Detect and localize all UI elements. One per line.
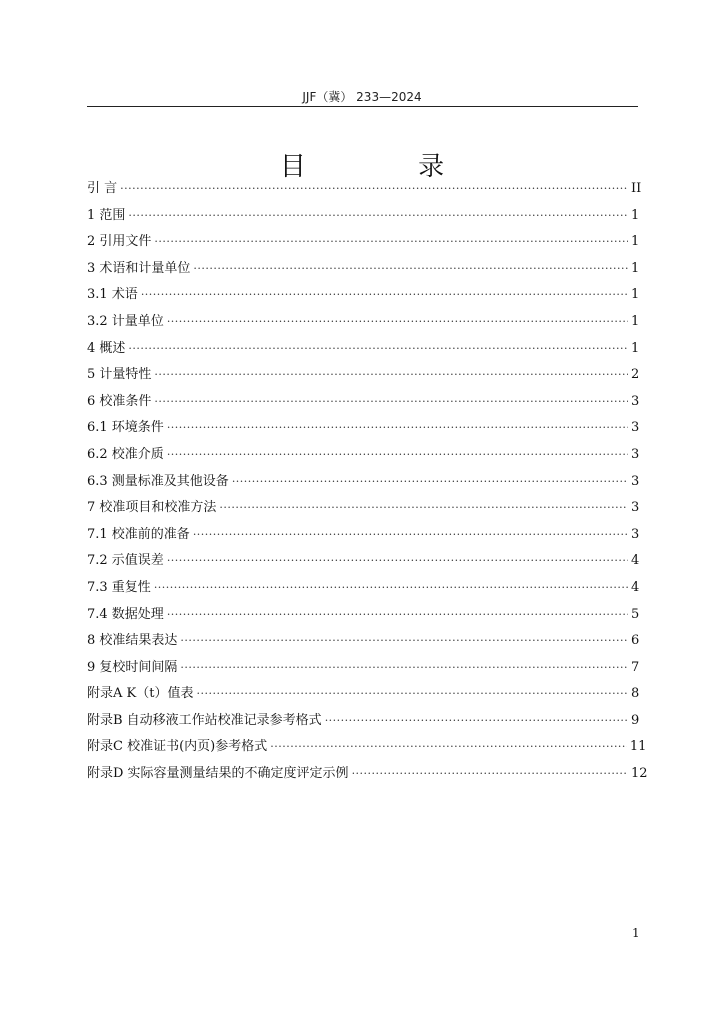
toc-entry-page: 4 bbox=[631, 553, 640, 569]
toc-entry-page: 1 bbox=[631, 340, 640, 356]
toc-dot-leader bbox=[167, 421, 628, 434]
toc-entry-label: 3 术语和计量单位 bbox=[87, 260, 191, 276]
toc-entry-page: 2 bbox=[631, 367, 640, 383]
toc-dot-leader bbox=[219, 501, 628, 514]
toc-entry[interactable] bbox=[87, 310, 639, 337]
toc-entry-page: 3 bbox=[631, 500, 640, 516]
toc-dot-leader bbox=[352, 767, 628, 780]
toc-entry-label: 6.2 校准介质 bbox=[87, 446, 164, 462]
toc-entry-page: 7 bbox=[631, 659, 640, 675]
toc-entry-page: II bbox=[630, 181, 642, 196]
toc-dot-leader bbox=[167, 315, 628, 328]
toc-entry-page: 3 bbox=[631, 420, 640, 436]
toc-entry-page: 1 bbox=[631, 260, 640, 276]
toc-dot-leader bbox=[154, 235, 628, 248]
toc-entry[interactable] bbox=[87, 576, 639, 603]
toc-entry-label: 9 复校时间间隔 bbox=[87, 659, 178, 675]
page-number: 1 bbox=[632, 926, 640, 940]
toc-dot-leader bbox=[154, 581, 628, 594]
page-title: 目 录 bbox=[279, 152, 497, 182]
toc-dot-leader bbox=[141, 288, 628, 301]
toc-dot-leader bbox=[180, 661, 628, 674]
toc-entry-label: 5 计量特性 bbox=[87, 367, 152, 383]
toc-entry[interactable] bbox=[87, 470, 639, 497]
toc-entry[interactable] bbox=[87, 656, 639, 683]
toc-entry[interactable] bbox=[87, 390, 639, 417]
toc-entry[interactable] bbox=[87, 443, 639, 470]
toc-entry[interactable] bbox=[87, 283, 639, 310]
toc-entry[interactable] bbox=[87, 230, 639, 257]
toc-entry-page: 3 bbox=[631, 473, 640, 489]
toc-entry-label: 引 言 bbox=[87, 181, 118, 196]
toc-entry[interactable] bbox=[87, 363, 639, 390]
toc-entry-page: 9 bbox=[631, 712, 640, 728]
toc-dot-leader bbox=[120, 182, 628, 195]
toc-dot-leader bbox=[270, 740, 627, 753]
toc-entry-label: 7 校准项目和校准方法 bbox=[87, 500, 217, 516]
toc-dot-leader bbox=[180, 634, 628, 647]
toc-entry-page: 11 bbox=[629, 739, 647, 755]
toc-entry[interactable] bbox=[87, 496, 639, 523]
toc-entry-page: 3 bbox=[631, 446, 640, 462]
toc-entry-label: 附录D 实际容量测量结果的不确定度评定示例 bbox=[87, 766, 349, 782]
toc-entry[interactable] bbox=[87, 549, 639, 576]
toc-entry-label: 附录C 校准证书(内页)参考格式 bbox=[87, 739, 268, 755]
toc-entry-label: 8 校准结果表达 bbox=[87, 633, 178, 649]
toc-entry-page: 8 bbox=[631, 686, 640, 702]
toc-entry[interactable] bbox=[87, 735, 647, 762]
toc-dot-leader bbox=[167, 554, 628, 567]
toc-dot-leader bbox=[128, 342, 628, 355]
toc-entry-page: 3 bbox=[631, 526, 640, 542]
toc-entry-label: 4 概述 bbox=[87, 340, 126, 356]
toc-entry[interactable] bbox=[87, 762, 648, 789]
toc-entry[interactable] bbox=[87, 337, 639, 364]
toc-dot-leader bbox=[193, 528, 628, 541]
toc-entry-label: 6.3 测量标准及其他设备 bbox=[87, 473, 229, 489]
toc-entry-page: 1 bbox=[631, 313, 640, 329]
toc-entry[interactable] bbox=[87, 257, 639, 284]
toc-dot-leader bbox=[167, 448, 628, 461]
toc-entry-label: 2 引用文件 bbox=[87, 234, 152, 250]
table-of-contents bbox=[87, 177, 648, 789]
toc-dot-leader bbox=[193, 262, 628, 275]
toc-dot-leader bbox=[128, 209, 628, 222]
toc-entry[interactable] bbox=[87, 682, 639, 709]
toc-entry-page: 1 bbox=[631, 287, 640, 303]
toc-entry-page: 1 bbox=[631, 234, 640, 250]
running-header: JJF（冀） 233—2024 bbox=[302, 90, 422, 104]
toc-entry-page: 3 bbox=[631, 393, 640, 409]
toc-entry-label: 7.3 重复性 bbox=[87, 579, 151, 595]
toc-entry-label: 3.2 计量单位 bbox=[87, 313, 164, 329]
toc-dot-leader bbox=[232, 475, 628, 488]
toc-dot-leader bbox=[325, 714, 628, 727]
toc-entry[interactable] bbox=[87, 603, 639, 630]
toc-dot-leader bbox=[154, 368, 628, 381]
toc-dot-leader bbox=[167, 608, 628, 621]
toc-entry-page: 12 bbox=[631, 766, 648, 782]
toc-entry-label: 7.1 校准前的准备 bbox=[87, 526, 190, 542]
toc-entry-label: 3.1 术语 bbox=[87, 287, 138, 303]
toc-entry[interactable] bbox=[87, 416, 639, 443]
toc-entry[interactable] bbox=[87, 204, 639, 231]
toc-entry[interactable] bbox=[87, 629, 639, 656]
toc-entry[interactable] bbox=[87, 523, 639, 550]
toc-entry-label: 6 校准条件 bbox=[87, 393, 152, 409]
toc-entry-page: 6 bbox=[631, 633, 640, 649]
toc-entry-label: 6.1 环境条件 bbox=[87, 420, 164, 436]
toc-entry-label: 附录A K（t）值表 bbox=[87, 686, 194, 702]
toc-dot-leader bbox=[154, 395, 628, 408]
toc-entry[interactable] bbox=[87, 709, 639, 736]
toc-entry-page: 1 bbox=[631, 207, 640, 223]
toc-entry-label: 1 范围 bbox=[87, 207, 126, 223]
toc-entry-label: 附录B 自动移液工作站校准记录参考格式 bbox=[87, 712, 322, 728]
toc-entry-label: 7.2 示值误差 bbox=[87, 553, 164, 569]
header-rule bbox=[87, 106, 638, 107]
toc-entry-label: 7.4 数据处理 bbox=[87, 606, 164, 622]
toc-dot-leader bbox=[196, 687, 628, 700]
toc-entry-page: 4 bbox=[631, 579, 640, 595]
toc-entry[interactable] bbox=[87, 177, 642, 204]
toc-entry-page: 5 bbox=[631, 606, 640, 622]
